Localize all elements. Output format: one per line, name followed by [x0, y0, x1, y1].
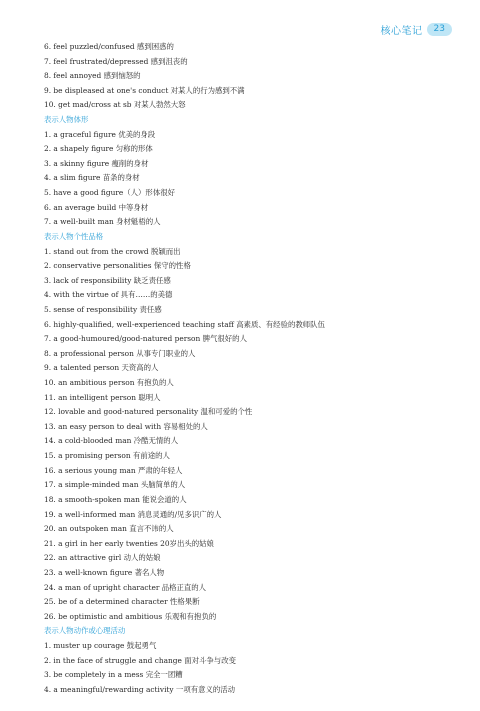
- list-item: 3. lack of responsibility 缺乏责任感: [44, 275, 171, 285]
- list-psychology: [44, 639, 464, 697]
- list-item: 5. sense of responsibility 责任感: [44, 304, 162, 314]
- list-item: 9. a talented person 天资高的人: [44, 363, 159, 373]
- list-item: 25. be of a determined character 性格果断: [44, 597, 200, 607]
- list-item: 14. a cold-blooded man 冷酷无情的人: [44, 436, 179, 446]
- list-item: 9. be displeased at one's conduct 对某人的行为感到不满: [44, 85, 245, 95]
- section-heading-psychology: 表示人物动作或心理活动: [44, 626, 126, 636]
- list-item: 4. with the virtue of 具有……的美德: [44, 290, 173, 300]
- list-item: 4. a meaningful/rewarding activity 一项有意义的活动: [44, 684, 236, 694]
- list-item: 15. a promising person 有前途的人: [44, 451, 170, 461]
- list-item: 23. a well-known figure 著名人物: [44, 567, 165, 577]
- list-item: 17. a simple-minded man 头脑简单的人: [44, 480, 186, 490]
- list-item: 7. a well-built man 身材魁梧的人: [44, 217, 161, 227]
- section-heading-character: 表示人物个性品格: [44, 231, 104, 241]
- list-item: 6. an average build 中等身材: [44, 202, 149, 212]
- list-item: 10. get mad/cross at sb 对某人勃然大怒: [44, 100, 186, 110]
- list-character: [44, 245, 464, 625]
- page-header: [381, 22, 452, 37]
- list-item: 1. stand out from the crowd 脱颖而出: [44, 246, 181, 256]
- list-figure: [44, 128, 464, 230]
- list-item: 2. conservative personalities 保守的性格: [44, 261, 191, 271]
- list-item: 18. a smooth-spoken man 能说会道的人: [44, 494, 187, 504]
- list-item: 22. an attractive girl 动人的姑娘: [44, 553, 161, 563]
- list-item: 7. feel frustrated/depressed 感到沮丧的: [44, 56, 188, 66]
- list-item: 8. a professional person 从事专门职业的人: [44, 348, 196, 358]
- section-heading-figure: 表示人物体形: [44, 115, 89, 125]
- page-number-badge: 23: [427, 23, 452, 36]
- header-title: 核心笔记: [380, 26, 423, 37]
- list-item: 8. feel annoyed 感到恼怒的: [44, 71, 141, 81]
- list-item: 1. a graceful figure 优美的身段: [44, 129, 156, 139]
- list-item: 3. be completely in a mess 完全一团糟: [44, 670, 183, 680]
- list-item: 6. feel puzzled/confused 感到困惑的: [44, 42, 174, 51]
- list-item: 1. muster up courage 鼓起勇气: [44, 640, 157, 650]
- list-item: 16. a serious young man 严肃的年轻人: [44, 465, 183, 475]
- list-item: 2. in the face of struggle and change 面对斗争与改变: [44, 655, 236, 665]
- list-item: 24. a man of upright character 品格正直的人: [44, 582, 207, 592]
- list-item: 20. an outspoken man 直言不讳的人: [44, 524, 174, 534]
- list-item: 6. highly-qualified, well-experienced teaching staff 高素质、有经验的教师队伍: [44, 319, 325, 329]
- list-item: 10. an ambitious person 有抱负的人: [44, 378, 174, 388]
- list-item: 5. have a good figure（人）形体很好: [44, 188, 175, 198]
- list-item: 21. a girl in her early twenties 20岁出头的姑娘: [44, 538, 214, 548]
- list-item: 26. be optimistic and ambitious 乐观和有抱负的: [44, 611, 217, 621]
- list-feelings: [44, 40, 464, 113]
- list-item: 2. a shapely figure 匀称的形体: [44, 144, 153, 154]
- page-content: [44, 40, 464, 697]
- list-item: 13. an easy person to deal with 容易相处的人: [44, 421, 208, 431]
- list-item: 4. a slim figure 苗条的身材: [44, 173, 140, 183]
- list-item: 19. a well-informed man 消息灵通的/见多识广的人: [44, 509, 222, 519]
- list-item: 7. a good-humoured/good-natured person 脾气很好的人: [44, 334, 247, 344]
- list-item: 12. lovable and good-natured personality 温和可爱的个性: [44, 407, 253, 417]
- list-item: 11. an intelligent person 聪明人: [44, 392, 161, 402]
- list-item: 3. a skinny figure 瘦削的身材: [44, 158, 149, 168]
